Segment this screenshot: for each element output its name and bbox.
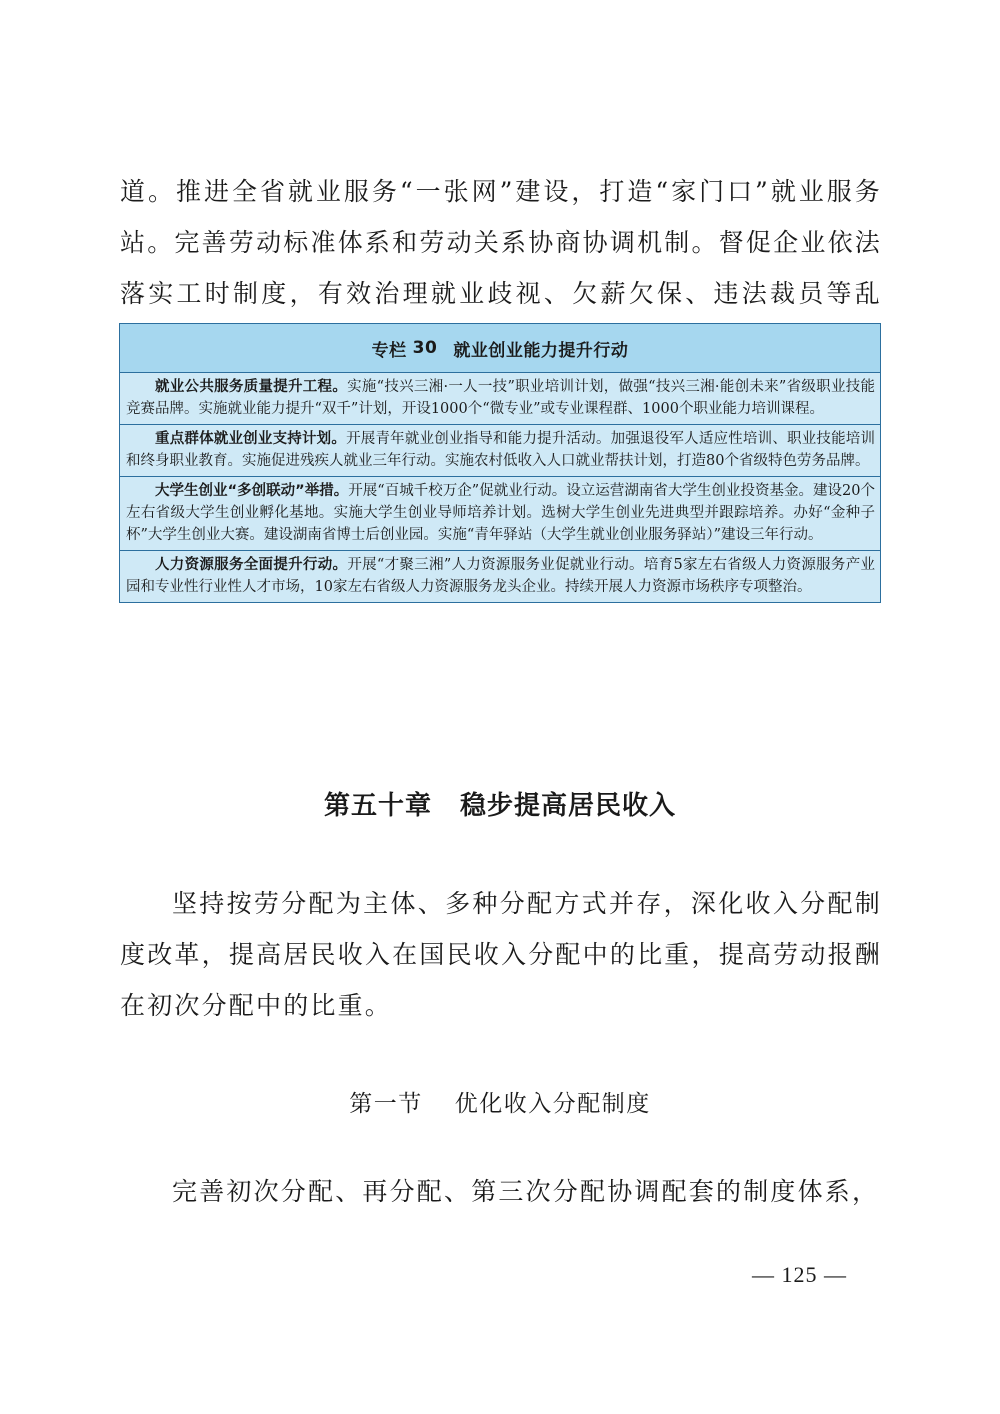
chapter-title: 稳步提高居民收入 (460, 791, 677, 821)
chapter-number: 第五十章 (323, 791, 432, 821)
section-title: 优化收入分配制度 (454, 1091, 651, 1117)
feature-box-item-lead: 人力资源服务全面提升行动。 (155, 557, 348, 573)
feature-box-item-text: 开展“百城千校万企”促就业行动。设立运营湖南省大学生创业投资基金。建设20个左右省级大学生创业孵化基地。实施大学生创业导师培养计划。选树大学生创业先进典型并跟踪培养。办好“金种子杯”大学生创业大赛。建设湖南省博士后创业园。实施“青年驿站（大学生就业创业服务驿站）”建设三年行动。 (126, 483, 875, 543)
section-heading (0, 1085, 1000, 1118)
feature-box-item-text: 开展青年就业创业指导和能力提升活动。加强退役军人适应性培训、职业技能培训和终身职业教育。实施促进残疾人就业三年行动。实施农村低收入人口就业帮扶计划，打造80个省级特色劳务品牌。 (126, 431, 876, 469)
feature-box-item (120, 425, 880, 477)
feature-box-title-number: 30 (412, 338, 438, 358)
chapter-heading (0, 785, 1000, 822)
feature-box-item (120, 551, 880, 602)
page-number: — 125 — (752, 1262, 847, 1287)
body-paragraph-top: 道。推进全省就业服务“一张网”建设，打造“家门口”就业服务站。完善劳动标准体系和劳动关系协商协调机制。督促企业依法落实工时制度，有效治理就业歧视、欠薪欠保、违法裁员等乱 (120, 177, 882, 308)
feature-box-title (120, 324, 880, 373)
feature-box (119, 323, 881, 603)
feature-box-title-prefix: 专栏 (371, 340, 407, 361)
feature-box-item (120, 373, 880, 425)
section-number: 第一节 (349, 1091, 423, 1117)
feature-box-item-text: 开展“才聚三湘”人力资源服务业促就业行动。培育5家左右省级人力资源服务产业园和专业性行业性人才市场，10家左右省级人力资源服务龙头企业。持续开展人力资源市场秩序专项整治。 (126, 557, 875, 595)
feature-box-item-lead: 重点群体就业创业支持计划。 (155, 431, 347, 447)
section-paragraph: 完善初次分配、再分配、第三次分配协调配套的制度体系， (172, 1177, 880, 1206)
feature-box-item-lead: 就业公共服务质量提升工程。 (155, 379, 348, 395)
chapter-intro-paragraph: 坚持按劳分配为主体、多种分配方式并存，深化收入分配制度改革，提高居民收入在国民收入分配中的比重，提高劳动报酬在初次分配中的比重。 (120, 889, 882, 1020)
feature-box-item-lead: 大学生创业“多创联动”举措。 (155, 483, 349, 499)
feature-box-item (120, 477, 880, 551)
feature-box-item-text: 实施“技兴三湘·一人一技”职业培训计划，做强“技兴三湘·能创未来”省级职业技能竞赛品牌。实施就业能力提升“双千”计划，开设1000个“微专业”或专业课程群、1000个职业能力培训课程。 (126, 379, 876, 417)
feature-box-title-text: 就业创业能力提升行动 (453, 340, 629, 361)
